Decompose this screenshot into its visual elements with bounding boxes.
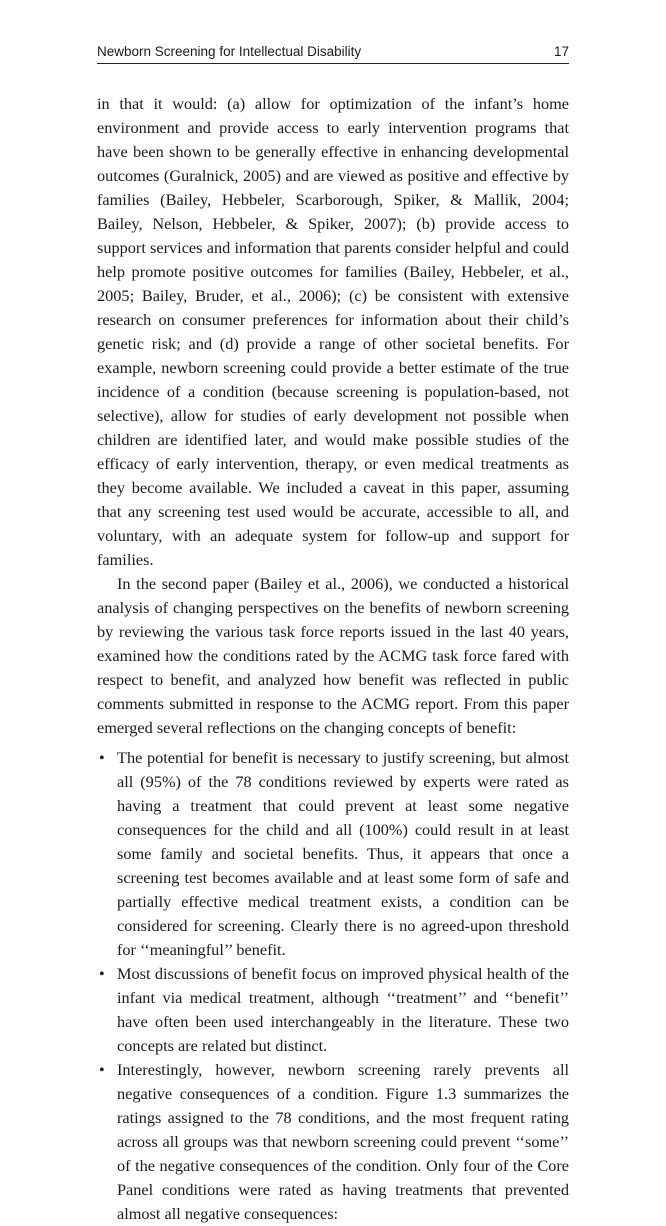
body-paragraph: In the second paper (Bailey et al., 2006), we conducted a historical analysis of changing perspectives on the benefits of newborn screening by reviewing the various task force reports issued in the last 40 years, examined how the conditions rated by the ACMG task force fared with respect to benefit, and analyzed how benefit was reflected in public comments submitted in response to the ACMG report. From this paper emerged several reflections on the changing concepts of benefit: (97, 574, 569, 737)
page-body (97, 92, 569, 1226)
page-number: 17 (553, 44, 569, 59)
list-item (97, 962, 569, 1058)
list-item (97, 1058, 569, 1226)
bullet-marker: • (99, 748, 105, 767)
list-item-text: The potential for benefit is necessary to justify screening, but almost all (95%) of the 78 conditions reviewed by experts were rated as having a treatment that could prevent at least some negative consequences for the child and all (100%) could result in at least some family and societal benefits. Thus, it appears that once a screening test becomes available and at least some form of safe and partially effective medical treatment exists, a condition can be considered for screening. Clearly there is no agreed-upon threshold for ‘‘meaningful’’ benefit. (117, 748, 569, 959)
bullet-marker: • (99, 964, 105, 983)
list-item-text: Most discussions of benefit focus on improved physical health of the infant via medical treatment, although ‘‘treatment’’ and ‘‘benefit’’ have often been used interchangeably in the literature. These two concepts are related but distinct. (117, 964, 569, 1055)
list-item (97, 746, 569, 962)
running-header (97, 44, 569, 64)
bullet-list (97, 746, 569, 1226)
body-paragraph: in that it would: (a) allow for optimization of the infant’s home environment and provide access to early intervention programs that have been shown to be generally effective in enhancing developmental outcomes (Guralnick, 2005) and are viewed as positive and effective by families (Bailey, Hebbeler, Scarborough, Spiker, & Mallik, 2004; Bailey, Nelson, Hebbeler, & Spiker, 2007); (b) provide access to support services and information that parents consider helpful and could help promote positive outcomes for families (Bailey, Hebbeler, et al., 2005; Bailey, Bruder, et al., 2006); (c) be consistent with extensive research on consumer preferences for information about their child’s genetic risk; and (d) provide a range of other societal benefits. For example, newborn screening could provide a better estimate of the true incidence of a condition (because screening is population-based, not selective), allow for studies of early development not possible when children are identified later, and would make possible studies of the efficacy of early intervention, therapy, or even medical treatments as they become available. We included a caveat in this paper, assuming that any screening test used would be accurate, accessible to all, and voluntary, with an adequate system for follow-up and support for families. (97, 94, 569, 569)
bullet-marker: • (99, 1060, 105, 1079)
running-title: Newborn Screening for Intellectual Disability (97, 44, 362, 59)
list-item-text: Interestingly, however, newborn screening rarely prevents all negative consequences of a condition. Figure 1.3 summarizes the ratings assigned to the 78 conditions, and the most frequent rating across all groups was that newborn screening could prevent ‘‘some’’ of the negative consequences of the condition. Only four of the Core Panel conditions were rated as having treatments that prevented almost all negative consequences: (117, 1060, 569, 1223)
